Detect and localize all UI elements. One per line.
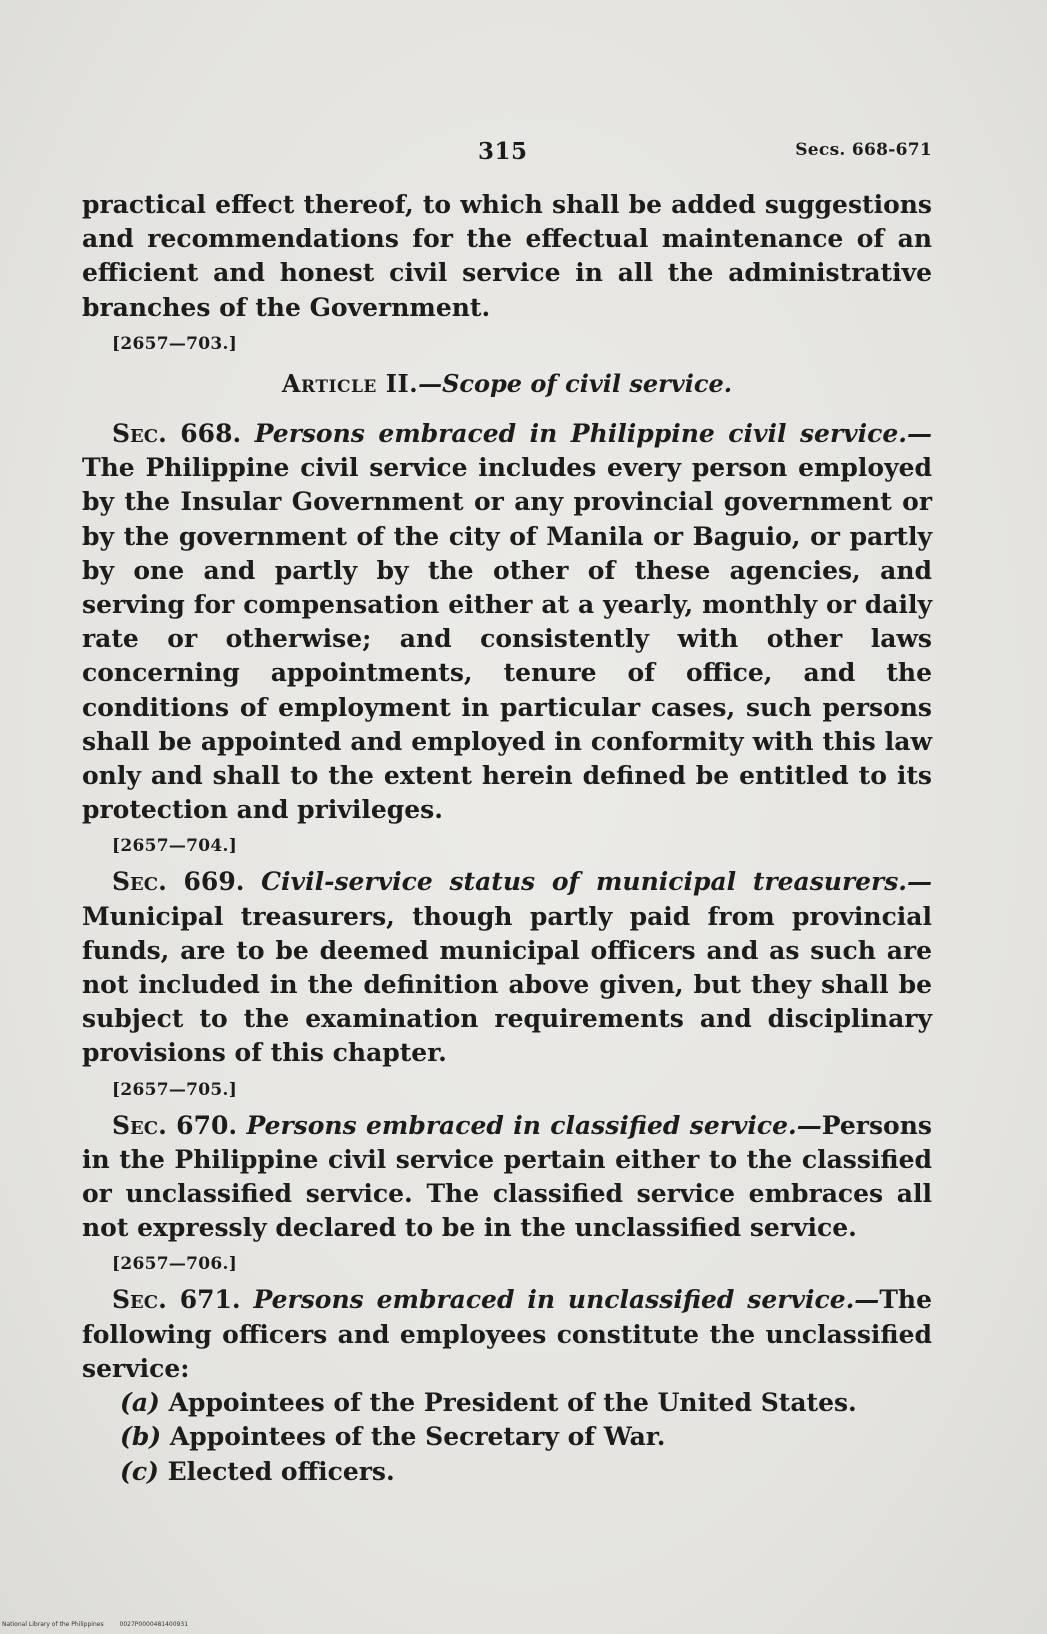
list-item: [120, 1420, 932, 1454]
list-marker: (c): [120, 1456, 159, 1486]
footer-code: 0027P0000481400931: [119, 1621, 189, 1628]
reference-704: [2657—704.]: [112, 836, 238, 857]
section-668: [82, 417, 932, 827]
section-669-text: Municipal treasurers, though partly paid from provincial funds, are to be deemed municipal officers and as such are not included in the definition above given, but they shall be subject to the examination requirements and disciplinary provisions of this chapter.: [82, 901, 932, 1068]
section-670: [82, 1109, 932, 1246]
section-668-text: The Philippine civil service includes every person employed by the Insular Government or any provincial government or by the government of the city of Manila or Baguio, or partly by one and partly by the other of these agencies, and serving for compensation either at a yearly, monthly or daily rate or otherwise; and consistently with other laws concerning appointments, tenure of office, and the conditions of employment in particular cases, such persons shall be appointed and employed in conformity with this law only and shall to the extent herein defined be entitled to its protection and privileges.: [82, 453, 932, 825]
article-heading: [82, 367, 932, 401]
intro-paragraph: practical effect thereof, to which shall be added suggestions and recommendations for the effectual maintenance of an efficient and honest civil service in all the administrative branches of the Government.: [82, 190, 932, 322]
section-669-label: Sec. 669.: [112, 867, 245, 897]
section-669-heading: Civil-service status of municipal treasurers.—: [261, 867, 932, 897]
reference-705: [2657—705.]: [112, 1079, 238, 1100]
scan-footer: [2, 1621, 202, 1628]
article-title: —Scope of civil service.: [418, 368, 733, 398]
section-671-text: The following officers and employees constitute the unclassified service:: [82, 1285, 932, 1383]
list-marker: (b): [120, 1422, 162, 1452]
section-671-label: Sec. 671.: [112, 1285, 241, 1315]
footer-library: National Library of the Philippines: [2, 1621, 104, 1628]
article-label: Article II.: [281, 368, 419, 398]
section-670-heading: Persons embraced in classified service.—: [246, 1110, 822, 1140]
list-item-text: Elected officers.: [167, 1456, 395, 1486]
section-669: [82, 865, 932, 1070]
reference-706: [2657—706.]: [112, 1254, 238, 1275]
page-number: 315: [478, 138, 528, 165]
section-670-label: Sec. 670.: [112, 1110, 238, 1140]
section-range: Secs. 668-671: [795, 140, 932, 160]
list-item-text: Appointees of the Secretary of War.: [169, 1422, 666, 1452]
page-header: [82, 138, 932, 172]
page-body: [82, 188, 932, 1489]
list-item: [120, 1455, 932, 1489]
section-670-text: Persons in the Philippine civil service pertain either to the classified or unclassified service. The classified service embraces all not expressly declared to be in the unclassified service.: [82, 1110, 932, 1243]
section-671: [82, 1283, 932, 1386]
list-item-text: Appointees of the President of the United States.: [168, 1388, 857, 1418]
reference-703: [2657—703.]: [112, 333, 238, 354]
list-item: [120, 1386, 932, 1420]
section-671-heading: Persons embraced in unclassified service.—: [253, 1285, 880, 1315]
list-marker: (a): [120, 1388, 160, 1418]
section-668-heading: Persons embraced in Philippine civil service.—: [254, 419, 932, 449]
section-668-label: Sec. 668.: [112, 419, 242, 449]
